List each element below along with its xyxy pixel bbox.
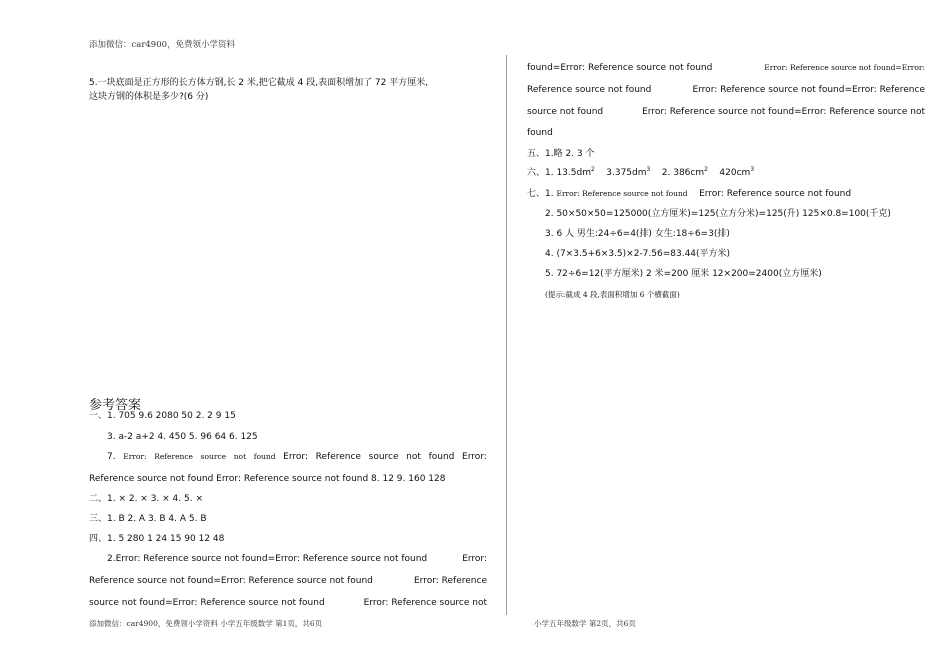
error-text: Error: [462, 554, 487, 564]
superscript: 3 [750, 166, 755, 173]
question-5 [89, 76, 489, 104]
error-text: not [406, 452, 421, 462]
error-text: Reference [154, 452, 193, 461]
error-text: source [368, 452, 399, 462]
answer-section-4: 四、1. 5 280 1 24 15 90 12 48 [89, 534, 225, 544]
answer-section-6 [527, 167, 754, 179]
answer-section-1-line-1: 一、1. 705 9.6 2080 50 2. 2 9 15 [89, 411, 236, 421]
superscript: 2 [590, 166, 595, 173]
error-text: Error: Reference source not found [699, 189, 852, 199]
answer-section-7-line-1 [527, 188, 851, 200]
answer-section-3: 三、1. B 2. A 3. B 4. A 5. B [89, 514, 207, 524]
page-footer-left: 添加微信：car4900，免费领小学资料 小学五年级数学 第1页，共6页 [89, 619, 323, 628]
error-text: found=Error: Reference source not found [527, 63, 713, 73]
page-footer-right: 小学五年级数学 第2页，共6页 [534, 619, 636, 628]
error-text: Error: Reference source not found=Error: [764, 63, 925, 72]
answer-6-part: 420cm [719, 168, 751, 178]
column-divider [506, 55, 507, 615]
answer-4-2-line-2 [89, 575, 487, 587]
error-text: Error: Reference [414, 576, 487, 586]
answer-4-2-line-3 [89, 597, 487, 609]
error-text: found [428, 452, 455, 462]
answer-4-2-line-1 [107, 553, 487, 565]
answer-section-1-line-3 [107, 451, 487, 463]
error-text: source not found [527, 107, 604, 117]
error-text: Error: Reference source not [363, 598, 487, 608]
answer-section-2: 二、1. × 2. × 3. × 4. 5. × [89, 494, 203, 504]
answer-7-5: 5. 72÷6=12(平方厘米) 2 米=200 厘米 12×200=2400(立方厘米) [545, 269, 822, 279]
answer-6-part: 3.375dm [606, 168, 647, 178]
superscript: 3 [646, 166, 651, 173]
page-header: 添加微信：car4900，免费领小学资料 [89, 40, 236, 50]
question-5-line-2: 这块方钢的体积是多少?(6 分) [89, 92, 209, 102]
error-text: Error: [123, 452, 147, 461]
answer-hint: (提示:截成 4 段,表面积增加 6 个横截面) [545, 290, 680, 299]
error-text: Error: Reference source not found=Error: Reference source not [642, 107, 925, 117]
error-text: 2.Error: Reference source not found=Error: Reference source not found [107, 554, 428, 564]
answer-section-1-line-4: Reference source not found Error: Reference source not found 8. 12 9. 160 128 [89, 474, 446, 484]
error-text: source [200, 452, 227, 461]
error-text: Error: Reference source not found=Error: Reference [692, 85, 925, 95]
answer-section-5: 五、1.略 2. 3 个 [527, 149, 595, 159]
error-text: not [233, 452, 247, 461]
error-text: Error: Reference source not found [556, 189, 688, 198]
error-text: Error: [462, 452, 487, 462]
answer-7-label: 7. [107, 452, 116, 462]
superscript: 2 [704, 166, 708, 173]
answer-7-3: 3. 6 人 男生:24÷6=4(排) 女生:18÷6=3(排) [545, 229, 730, 239]
error-text: source not found=Error: Reference source not found [89, 598, 325, 608]
right-line-2 [527, 84, 925, 96]
right-line-1 [527, 62, 925, 74]
error-text: found [253, 452, 276, 461]
answer-7-2: 2. 50×50×50=125000(立方厘米)=125(立方分米)=125(升) 125×0.8=100(千克) [545, 209, 891, 219]
error-text: Error: [283, 452, 308, 462]
answer-7-4: 4. (7×3.5+6×3.5)×2-7.56=83.44(平方米) [545, 249, 731, 259]
error-text: Reference source not found=Error: Reference source not found [89, 576, 373, 586]
question-5-line-1: 5.一块底面是正方形的长方体方钢,长 2 米,把它截成 4 段,表面积增加了 72 平方厘米, [89, 78, 429, 88]
answers-title: 参考答案 [89, 398, 142, 413]
error-text: Reference [315, 452, 361, 462]
right-line-4: found [527, 128, 553, 138]
error-text: Reference source not found [527, 85, 652, 95]
answer-section-1-line-2: 3. a-2 a+2 4. 450 5. 96 64 6. 125 [107, 432, 258, 442]
answer-7-label: 七、1. [527, 189, 554, 199]
right-line-3 [527, 106, 925, 118]
answer-6-part: 2. 386cm [661, 168, 705, 178]
answer-6-part: 六、1. 13.5dm [527, 168, 591, 178]
